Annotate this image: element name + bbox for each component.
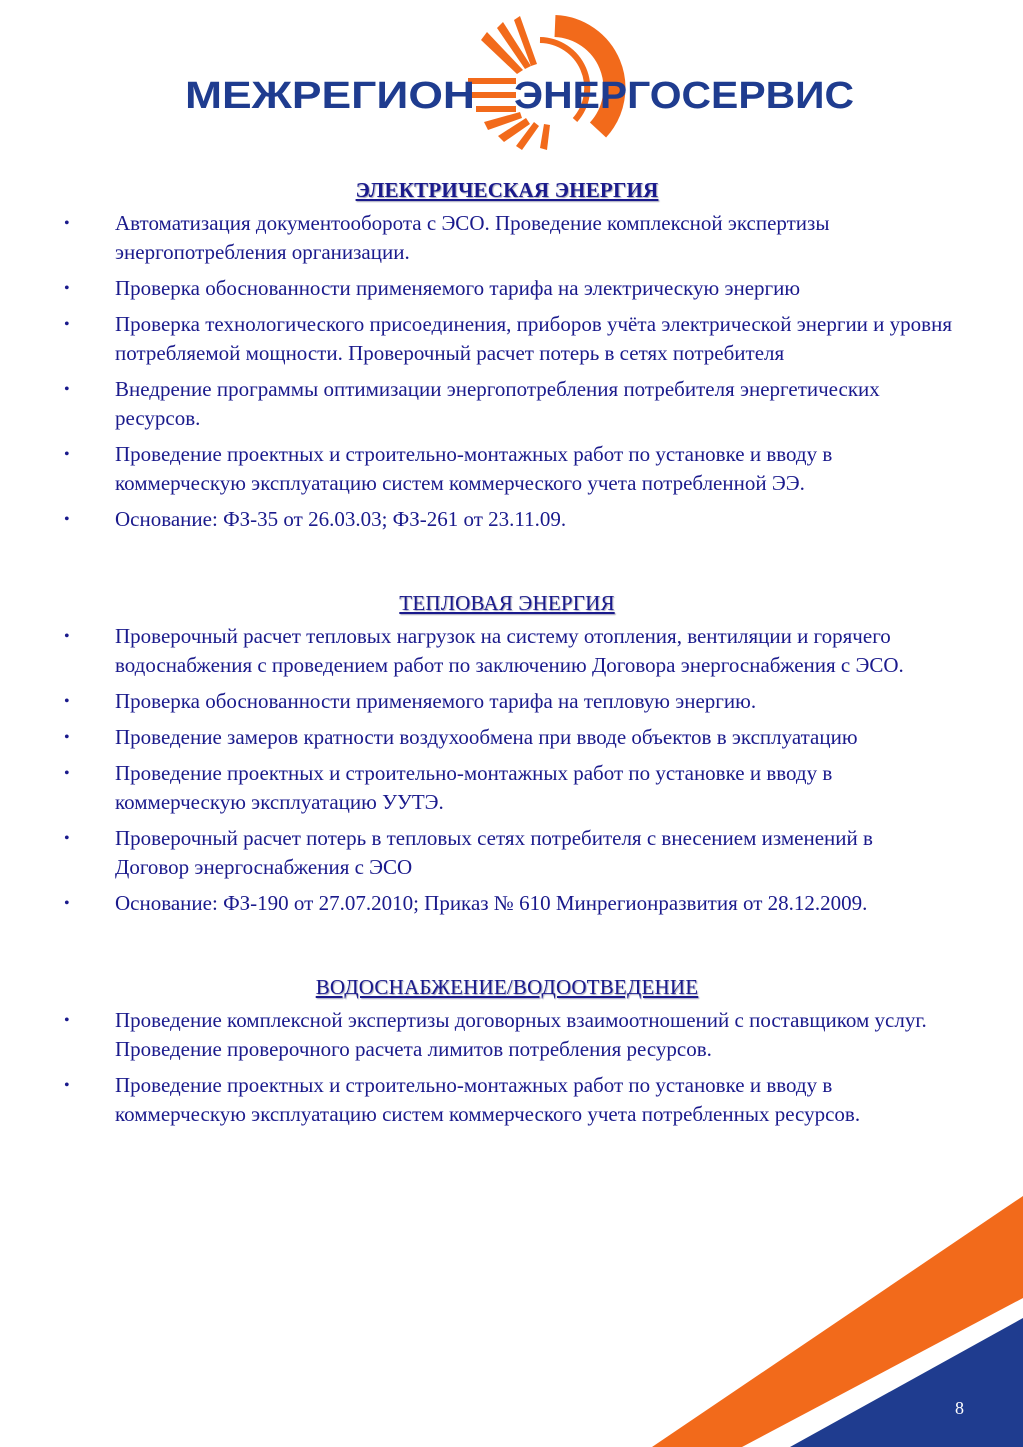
bullet: • (64, 830, 70, 847)
bullet: • (64, 1012, 70, 1029)
logo-text-left: МЕЖРЕГИОН (185, 75, 475, 117)
list-item-text: Проведение комплексной экспертизы договорных взаимоотношений с поставщиком услуг. Проведение проверочного расчета лимитов потребления ресурсов. (115, 1008, 927, 1061)
list-item-text: Проверочный расчет тепловых нагрузок на систему отопления, вентиляции и горячего водоснабжения с проведением работ по заключению Договора энергоснабжения с ЭСО. (115, 624, 904, 677)
list-item-text: Основание: ФЗ-190 от 27.07.2010; Приказ № 610 Минрегионразвития от 28.12.2009. (115, 891, 868, 915)
bullet: • (64, 628, 70, 645)
bullet: • (64, 381, 70, 398)
list-item-text: Автоматизация документооборота с ЭСО. Проведение комплексной экспертизы энергопотребления организации. (115, 211, 830, 264)
bullet: • (64, 729, 70, 746)
bullet: • (64, 316, 70, 333)
bullet: • (64, 215, 70, 232)
list-item-text: Проверка обоснованности применяемого тарифа на тепловую энергию. (115, 689, 757, 713)
bullet: • (64, 895, 70, 912)
section-title: ЭЛЕКТРИЧЕСКАЯ ЭНЕРГИЯ (355, 178, 659, 202)
bullet: • (64, 446, 70, 463)
section-title: ТЕПЛОВАЯ ЭНЕРГИЯ (399, 591, 615, 615)
list-item-text: Внедрение программы оптимизации энергопотребления потребителя энергетических ресурсов. (115, 377, 880, 430)
list-item-text: Проверка обоснованности применяемого тарифа на электрическую энергию (115, 276, 801, 300)
bullet: • (64, 693, 70, 710)
logo-text-right: ЭНЕРГОСЕРВИС (514, 75, 854, 117)
list-item-text: Проведение проектных и строительно-монтажных работ по установке и вводу в коммерческую эксплуатацию УУТЭ. (115, 761, 833, 814)
bullet: • (64, 1077, 70, 1094)
list-item-text: Проверка технологического присоединения, приборов учёта электрической энергии и уровня потребляемой мощности. Проверочный расчет потерь в сетях потребителя (115, 312, 952, 365)
bullet: • (64, 765, 70, 782)
list-item-text: Проведение проектных и строительно-монтажных работ по установке и вводу в коммерческую эксплуатацию систем коммерческого учета потребленных ресурсов. (115, 1073, 861, 1126)
list-item-text: Проведение замеров кратности воздухообмена при вводе объектов в эксплуатацию (115, 725, 858, 749)
section-title: ВОДОСНАБЖЕНИЕ/ВОДООТВЕДЕНИЕ (315, 975, 699, 999)
bullet: • (64, 280, 70, 297)
bullet: • (64, 511, 70, 528)
list-item-text: Проведение проектных и строительно-монтажных работ по установке и вводу в коммерческую эксплуатацию систем коммерческого учета потребленной ЭЭ. (115, 442, 833, 495)
list-item-text: Проверочный расчет потерь в тепловых сетях потребителя с внесением изменений в Договор энергоснабжения с ЭСО (115, 826, 873, 879)
page-number: 8 (955, 1398, 964, 1418)
list-item-text: Основание: ФЗ-35 от 26.03.03; ФЗ-261 от 23.11.09. (115, 507, 567, 531)
